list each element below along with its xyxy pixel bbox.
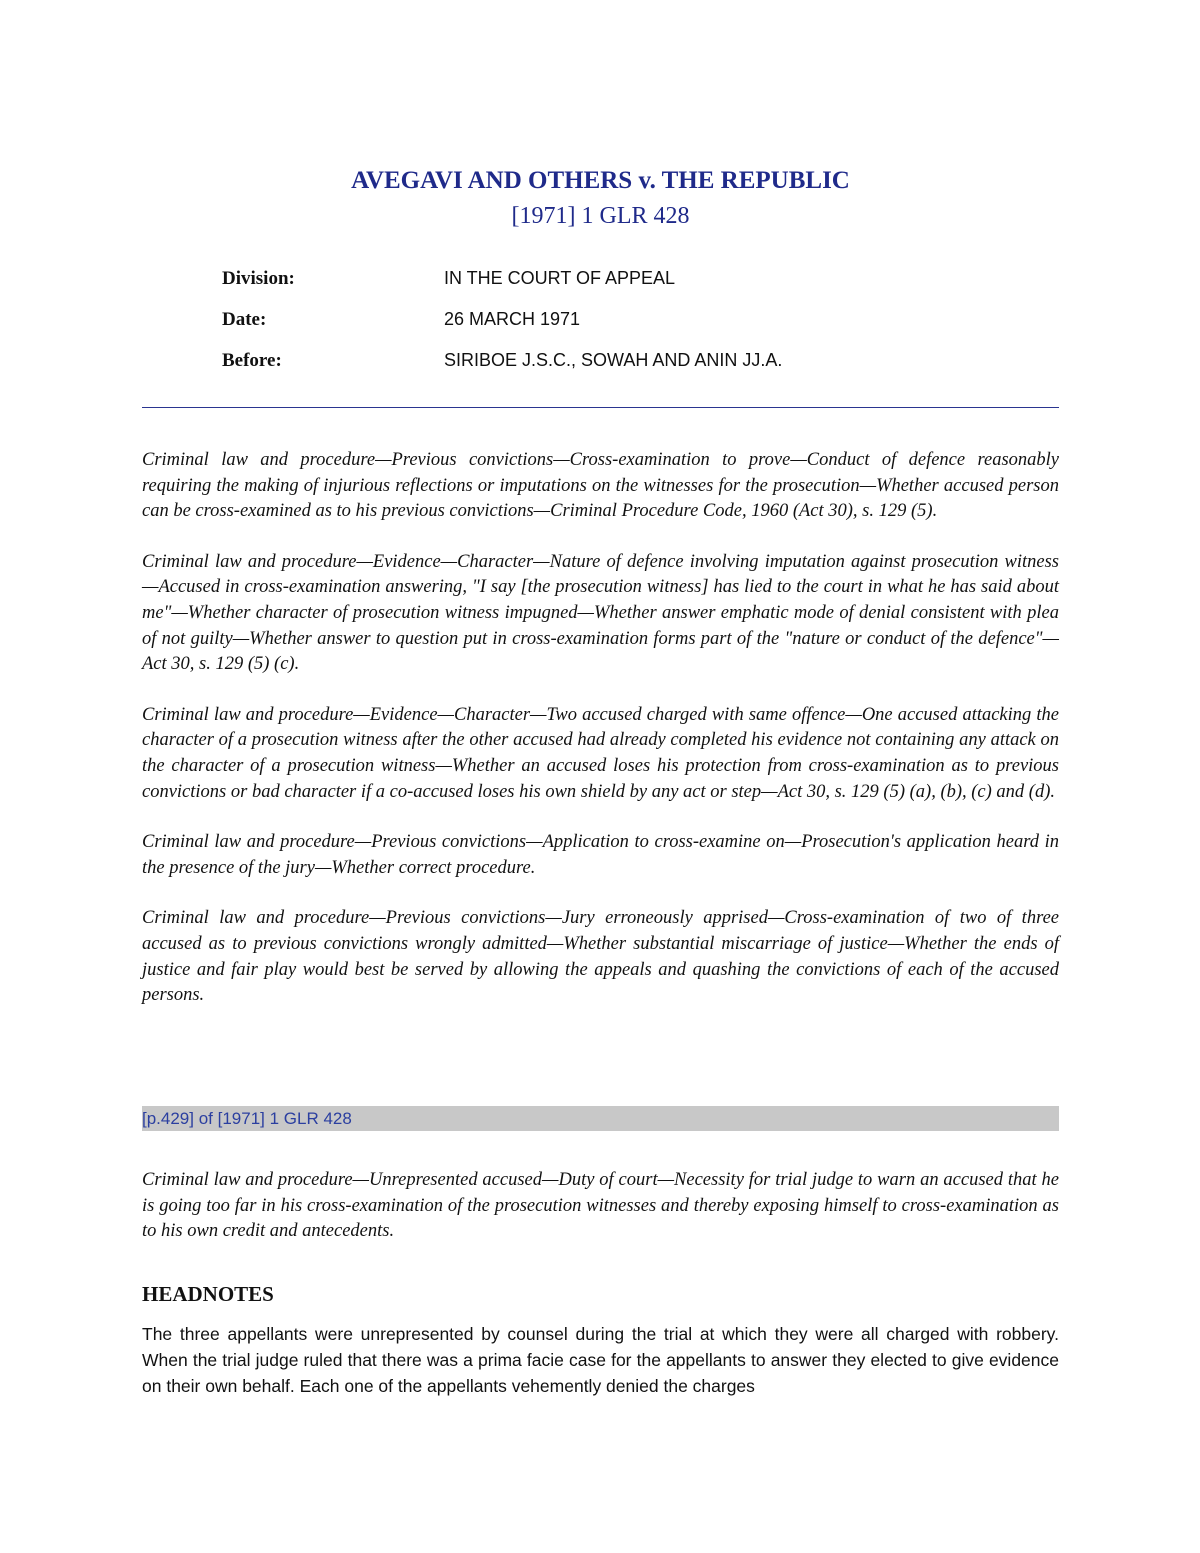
catchword-paragraph: Criminal law and procedure—Previous convictions—Jury erroneously apprised—Cross-examination of two of three accused as to previous convictions wrongly admitted—Whether substantial miscarriage of justice—Whether the ends of justice and fair play would best be served by allowing the appeals and quashing the convictions of each of the accused persons.: [142, 908, 1059, 1006]
division-label: Division:: [222, 267, 295, 289]
date-value: 26 MARCH 1971: [444, 309, 581, 329]
catchword-paragraph: Criminal law and procedure—Previous convictions—Cross-examination to prove—Conduct of defence reasonably requiring the making of injurious reflections or imputations on the witnesses for the prosecution—Whether accused person can be cross-examined as to his previous convictions—Criminal Procedure Code, 1960 (Act 30), s. 129 (5).: [142, 450, 1059, 522]
case-title: AVEGAVI AND OTHERS v. THE REPUBLIC: [351, 167, 850, 194]
division-row: [222, 258, 982, 299]
date-row: [222, 299, 982, 340]
before-row: [222, 340, 982, 381]
before-value: SIRIBOE J.S.C., SOWAH AND ANIN JJ.A.: [444, 350, 783, 370]
catchwords-continued: [142, 1168, 1059, 1270]
page-marker-bar: [142, 1106, 1059, 1131]
date-label: Date:: [222, 308, 267, 330]
header-divider: [142, 407, 1059, 408]
case-citation: [1971] 1 GLR 428: [511, 203, 690, 229]
catchword-paragraph: Criminal law and procedure—Evidence—Character—Nature of defence involving imputation against prosecution witness—Accused in cross-examination answering, "I say [the prosecution witness] has lied to the court in what he has said about me"—Whether character of prosecution witness impugned—Whether answer emphatic mode of denial consistent with plea of not guilty—Whether answer to question put in cross-examination forms part of the "nature or conduct of the defence"—Act 30, s. 129 (5) (c).: [142, 551, 1059, 675]
headnotes-paragraph: The three appellants were unrepresented by counsel during the trial at which they were all charged with robbery. When the trial judge ruled that there was a prima facie case for the appellants to answer they elected to give evidence on their own behalf. Each one of the appellants vehemently denied the charges: [142, 1324, 1059, 1396]
page-marker-text: [p.429] of [1971] 1 GLR 428: [142, 1109, 352, 1128]
catchwords-section: [142, 448, 1059, 1034]
case-metadata: [222, 258, 982, 381]
catchword-paragraph: Criminal law and procedure—Unrepresented accused—Duty of court—Necessity for trial judge to warn an accused that he is going too far in his cross-examination of the prosecution witnesses and thereby exposing himself to cross-examination as to his own credit and antecedents.: [142, 1170, 1059, 1242]
catchword-paragraph: Criminal law and procedure—Evidence—Character—Two accused charged with same offence—One accused attacking the character of a prosecution witness after the other accused had already completed his evidence not containing any attack on the character of a prosecution witness—Whether an accused loses his protection from cross-examination as to previous convictions or bad character if a co-accused loses his own shield by any act or step—Act 30, s. 129 (5) (a), (b), (c) and (d).: [142, 704, 1059, 802]
before-label: Before:: [222, 349, 282, 371]
catchword-paragraph: Criminal law and procedure—Previous convictions—Application to cross-examine on—Prosecution's application heard in the presence of the jury—Whether correct procedure.: [142, 832, 1059, 878]
division-value: IN THE COURT OF APPEAL: [444, 268, 676, 288]
headnotes-heading: HEADNOTES: [142, 1282, 274, 1306]
